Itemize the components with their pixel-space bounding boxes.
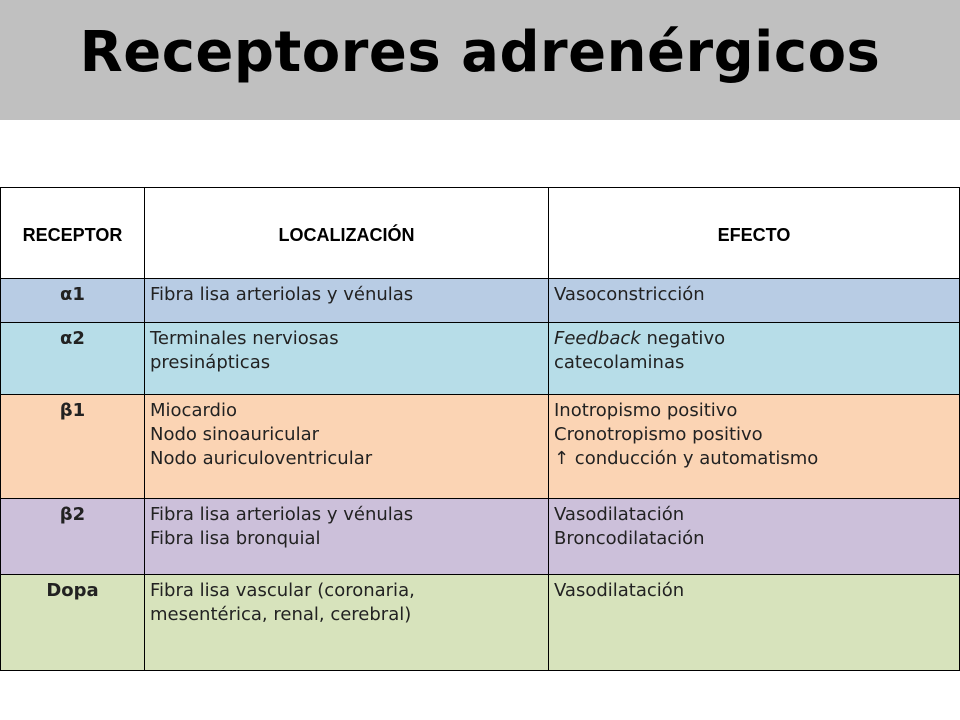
table-row	[1, 499, 960, 575]
efecto-line: Vasodilatación	[554, 504, 685, 525]
localizacion-cell	[145, 279, 549, 323]
localizacion-line: Nodo sinoauricular	[150, 424, 320, 445]
page-title: Receptores adrenérgicos	[79, 20, 881, 85]
efecto-line: Vasoconstricción	[554, 284, 705, 305]
efecto-text: negativo	[640, 328, 726, 349]
header-localizacion: LOCALIZACIÓN	[145, 188, 549, 279]
localizacion-line: Fibra lisa vascular (coronaria,	[150, 580, 415, 601]
table-row	[1, 395, 960, 499]
receptor-cell: Dopa	[1, 575, 145, 671]
efecto-line: Broncodilatación	[554, 528, 705, 549]
localizacion-line: Nodo auriculoventricular	[150, 448, 373, 469]
localizacion-line: Fibra lisa arteriolas y vénulas	[150, 504, 414, 525]
efecto-cell	[549, 499, 960, 575]
localizacion-line: Miocardio	[150, 400, 237, 421]
efecto-line	[554, 327, 954, 351]
efecto-cell	[549, 575, 960, 671]
localizacion-line: Fibra lisa arteriolas y vénulas	[150, 284, 414, 305]
receptor-cell: β2	[1, 499, 145, 575]
receptor-cell: α1	[1, 279, 145, 323]
efecto-cell	[549, 323, 960, 395]
localizacion-cell	[145, 499, 549, 575]
localizacion-cell	[145, 395, 549, 499]
header-efecto: EFECTO	[549, 188, 960, 279]
efecto-line: Inotropismo positivo	[554, 400, 738, 421]
header-receptor: RECEPTOR	[1, 188, 145, 279]
receptor-cell: β1	[1, 395, 145, 499]
localizacion-cell	[145, 323, 549, 395]
receptor-cell: α2	[1, 323, 145, 395]
localizacion-line: mesentérica, renal, cerebral)	[150, 604, 412, 625]
localizacion-cell	[145, 575, 549, 671]
table-header-row	[1, 188, 960, 279]
efecto-cell	[549, 395, 960, 499]
localizacion-line: Fibra lisa bronquial	[150, 528, 321, 549]
efecto-line: Cronotropismo positivo	[554, 424, 763, 445]
efecto-line: Vasodilatación	[554, 580, 685, 601]
receptors-table	[0, 187, 960, 671]
table-row	[1, 323, 960, 395]
efecto-cell	[549, 279, 960, 323]
localizacion-line: presinápticas	[150, 352, 271, 373]
efecto-italic-word: Feedback	[554, 328, 641, 349]
table-row	[1, 279, 960, 323]
efecto-line: catecolaminas	[554, 352, 685, 373]
localizacion-line: Terminales nerviosas	[150, 328, 339, 349]
table-row	[1, 575, 960, 671]
efecto-line: ↑ conducción y automatismo	[554, 448, 819, 469]
